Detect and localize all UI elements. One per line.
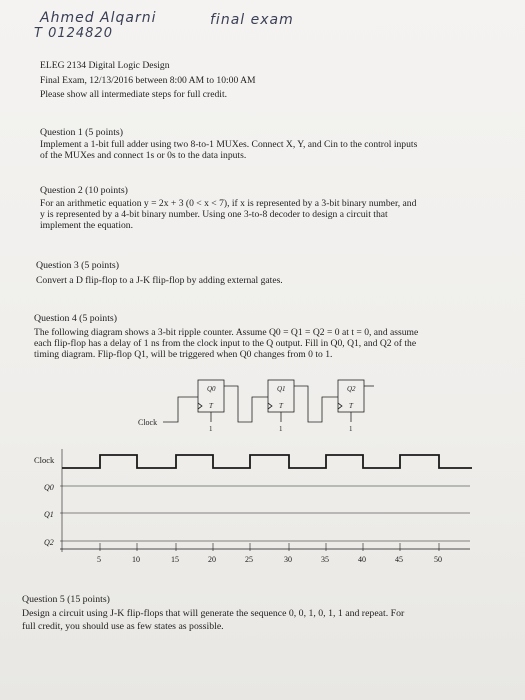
question-5-title: Question 5 (15 points) (22, 594, 110, 605)
timing-label-q0: Q0 (44, 483, 54, 492)
handwritten-id: T 0124820 (34, 26, 113, 41)
question-5-text: Design a circuit using J-K flip-flops that will generate the sequence 0, 0, 1, 0, 1, 1 and repeat. For (22, 608, 405, 619)
clock-waveform (62, 455, 472, 468)
time-tick-label: 5 (97, 555, 101, 564)
question-1-text-2: of the MUXes and connect 1s or 0s to the data inputs. (40, 150, 247, 161)
time-tick-label: 25 (245, 555, 253, 564)
question-2-title: Question 2 (10 points) (40, 185, 128, 196)
ff2-tie-label: 1 (349, 425, 353, 433)
time-tick-label: 10 (132, 555, 140, 564)
question-4-title: Question 4 (5 points) (34, 313, 117, 324)
handwritten-name: Ahmed Alqarni (40, 10, 157, 26)
time-tick-label: 40 (358, 555, 366, 564)
question-2-text-2: y is represented by a 4-bit binary number. Using one 3-to-8 decoder to design a circuit that (40, 209, 388, 220)
time-tick-label: 35 (321, 555, 329, 564)
question-3-title: Question 3 (5 points) (36, 260, 119, 271)
time-tick-label: 15 (171, 555, 179, 564)
ff0-q-label: Q0 (207, 385, 216, 393)
question-4-text-2: each flip-flop has a delay of 1 ns from the clock input to the Q output. Fill in Q0, Q1, and Q2 of the (34, 338, 417, 349)
time-tick-label: 50 (434, 555, 442, 564)
question-2-text-3: implement the equation. (40, 220, 133, 231)
course-title: ELEG 2134 Digital Logic Design (40, 60, 170, 71)
timing-label-q1: Q1 (44, 510, 54, 519)
ff1-q-label: Q1 (277, 385, 286, 393)
counter-clock-label: Clock (138, 418, 158, 427)
time-tick-label: 30 (284, 555, 292, 564)
timing-label-q2: Q2 (44, 538, 54, 547)
ff0-tie-label: 1 (209, 425, 213, 433)
question-4-text-3: timing diagram. Flip-flop Q1, will be triggered when Q0 changes from 0 to 1. (34, 349, 333, 360)
ff0-t-label: T (209, 402, 213, 410)
handwritten-note: final exam (210, 12, 294, 28)
question-4-text: The following diagram shows a 3-bit ripple counter. Assume Q0 = Q1 = Q2 = 0 at t = 0, and assume (34, 327, 419, 338)
exam-datetime: Final Exam, 12/13/2016 between 8:00 AM to 10:00 AM (40, 75, 256, 86)
time-tick-label: 20 (208, 555, 216, 564)
timing-label-clock: Clock (34, 455, 55, 465)
exam-instructions: Please show all intermediate steps for full credit. (40, 89, 228, 100)
question-3-text: Convert a D flip-flop to a J-K flip-flop by adding external gates. (36, 275, 283, 286)
ff1-t-label: T (279, 402, 283, 410)
ff2-t-label: T (349, 402, 353, 410)
question-5-text-2: full credit, you should use as few states as possible. (22, 621, 224, 632)
time-tick-label: 45 (395, 555, 403, 564)
ff2-q-label: Q2 (347, 385, 356, 393)
question-1-text: Implement a 1-bit full adder using two 8-to-1 MUXes. Connect X, Y, and Cin to the control inputs (40, 139, 418, 150)
question-2-text: For an arithmetic equation y = 2x + 3 (0 < x < 7), if x is represented by a 3-bit binary number, and (40, 198, 417, 209)
ff1-tie-label: 1 (279, 425, 283, 433)
question-1-title: Question 1 (5 points) (40, 127, 123, 138)
